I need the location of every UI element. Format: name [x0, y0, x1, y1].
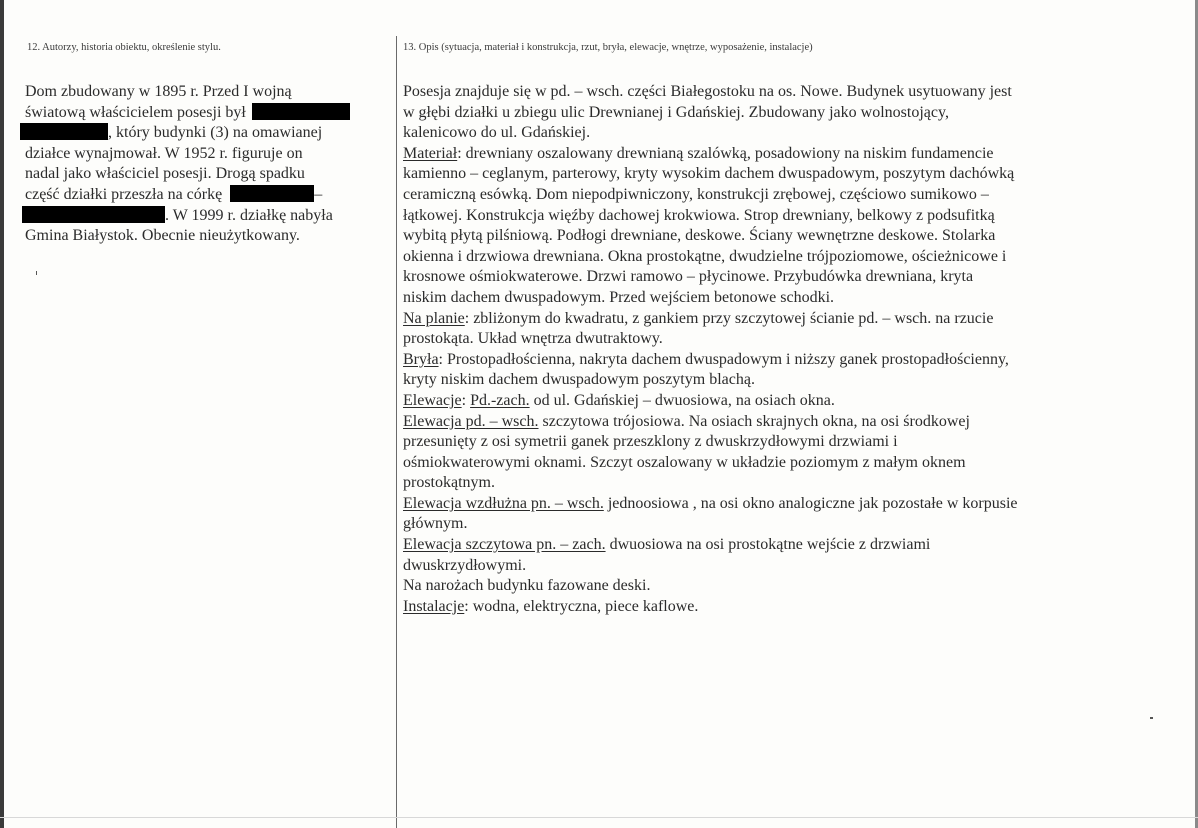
text-line: łątkowej. Konstrukcja więźby dachowej krokwiowa. Strop drewniany, belkowy z podsufitką — [403, 206, 995, 224]
section-heading-material: Materiał — [403, 144, 458, 162]
text-line: wybitą płytą pilśniową. Podłogi drewniane, deskowe. Ściany wewnętrzne deskowe. Stolarka — [403, 227, 996, 245]
redaction-block — [252, 103, 350, 120]
text-line: część działki przeszła na córkę – — [25, 185, 323, 203]
text-line: Bryła: Prostopadłościenna, nakryta dachem dwuspadowym i niższy ganek prostopadłościenny, — [403, 350, 1009, 368]
section-heading-elewacje: Elewacje — [403, 391, 462, 409]
text-line: w głębi działki u zbiegu ulic Drewnianej i Gdańskiej. Zbudowany jako wolnostojący, — [403, 103, 949, 121]
section-heading-instalacje: Instalacje — [403, 597, 465, 615]
section-heading-elewacja-szczytowa: Elewacja szczytowa pn. – zach. — [403, 536, 606, 554]
text-line: Elewacja pd. – wsch. szczytowa trójosiowa. Na osiach skrajnych okna, na osi środkowej — [403, 412, 970, 430]
subheading-pd-zach: Pd.-zach. — [470, 391, 530, 409]
text-line: Elewacja wzdłużna pn. – wsch. jednoosiowa , na osi okno analogiczne jak pozostałe w korpusie — [403, 494, 1018, 512]
text-line: . W 1999 r. działkę nabyła — [25, 206, 395, 227]
bottom-rule — [0, 817, 1198, 818]
section-heading-elewacja-wzdluzna: Elewacja wzdłużna pn. – wsch. — [403, 494, 604, 512]
field-label-12: 12. Autorzy, historia obiektu, określenie stylu. — [27, 42, 221, 53]
text-line: okienna i drzwiowa drewniana. Okna prostokątne, dwudzielne trójpoziomowe, ościeżnicowe i — [403, 247, 1007, 265]
section-heading-elewacja-pd-wsch: Elewacja pd. – wsch. — [403, 412, 539, 430]
text-line: Na narożach budynku fazowane deski. — [403, 577, 651, 595]
text-line: kryty niskim dachem dwuspadowym poszytym blachą. — [403, 371, 755, 389]
text-line: głównym. — [403, 515, 468, 533]
text-line: Elewacja szczytowa pn. – zach. dwuosiowa na osi prostokątne wejście z drzwiami — [403, 536, 931, 554]
text-line: dwuskrzydłowymi. — [403, 556, 527, 574]
redaction-block — [20, 123, 108, 140]
scan-speck — [36, 271, 37, 275]
text-line: kamienno – ceglanym, parterowy, kryty wysokim dachem dwuspadowym, poszytym dachówką — [403, 165, 1015, 183]
text-line: ośmiokwaterowymi oknami. Szczyt oszalowany w układzie poziomym z małym oknem — [403, 453, 966, 471]
text-line: Dom zbudowany w 1895 r. Przed I wojną — [25, 83, 292, 100]
column-divider — [396, 36, 397, 828]
section-heading-plan: Na planie — [403, 309, 465, 327]
text-line: Posesja znajduje się w pd. – wsch. części Białegostoku na os. Nowe. Budynek usytuowany jest — [403, 83, 1012, 100]
text-line: Na planie: zbliżonym do kwadratu, z gankiem przy szczytowej ścianie pd. – wsch. na rzucie — [403, 309, 994, 327]
text-line: Instalacje: wodna, elektryczna, piece kaflowe. — [403, 597, 699, 615]
text-line: , który budynki (3) na omawianej — [25, 123, 395, 144]
text-line: krosnowe ośmiokwaterowe. Drzwi ramowo – płycinowe. Przybudówka drewniana, kryta — [403, 268, 974, 286]
scan-edge-left — [0, 0, 4, 828]
text-line: przesunięty z osi symetrii ganek przeszklony z dwuskrzydłowymi drzwiami i — [403, 433, 898, 451]
history-text — [25, 82, 395, 247]
text-line: Materiał: drewniany oszalowany drewnianą szalówką, posadowiony na niskim fundamencie — [403, 144, 994, 162]
text-line: działce wynajmował. W 1952 r. figuruje on — [25, 144, 303, 162]
text-line: ceramiczną esówką. Dom niepodpiwniczony, konstrukcji zrębowej, częściowo sumikowo – — [403, 185, 989, 203]
redaction-block — [230, 185, 314, 202]
section-heading-bryla: Bryła — [403, 350, 439, 368]
text-line: światową właścicielem posesji był — [25, 103, 395, 124]
text-line: Elewacje: Pd.-zach. od ul. Gdańskiej – dwuosiowa, na osiach okna. — [403, 391, 835, 409]
description-text — [403, 82, 1173, 617]
text-line: niskim dachem dwuspadowym. Przed wejściem betonowe schodki. — [403, 288, 835, 306]
scan-speck — [1150, 717, 1153, 719]
text-line: nadal jako właściciel posesji. Drogą spadku — [25, 165, 305, 183]
text-line: kalenicowo do ul. Gdańskiej. — [403, 124, 591, 142]
field-label-13: 13. Opis (sytuacja, materiał i konstrukcja, rzut, bryła, elewacje, wnętrze, wyposażenie, instalacje) — [403, 42, 813, 53]
text-line: Gmina Białystok. Obecnie nieużytkowany. — [25, 227, 300, 245]
text-line: prostokątnym. — [403, 474, 495, 492]
redaction-block — [22, 206, 165, 223]
text-line: prostokąta. Układ wnętrza dwutraktowy. — [403, 330, 663, 348]
